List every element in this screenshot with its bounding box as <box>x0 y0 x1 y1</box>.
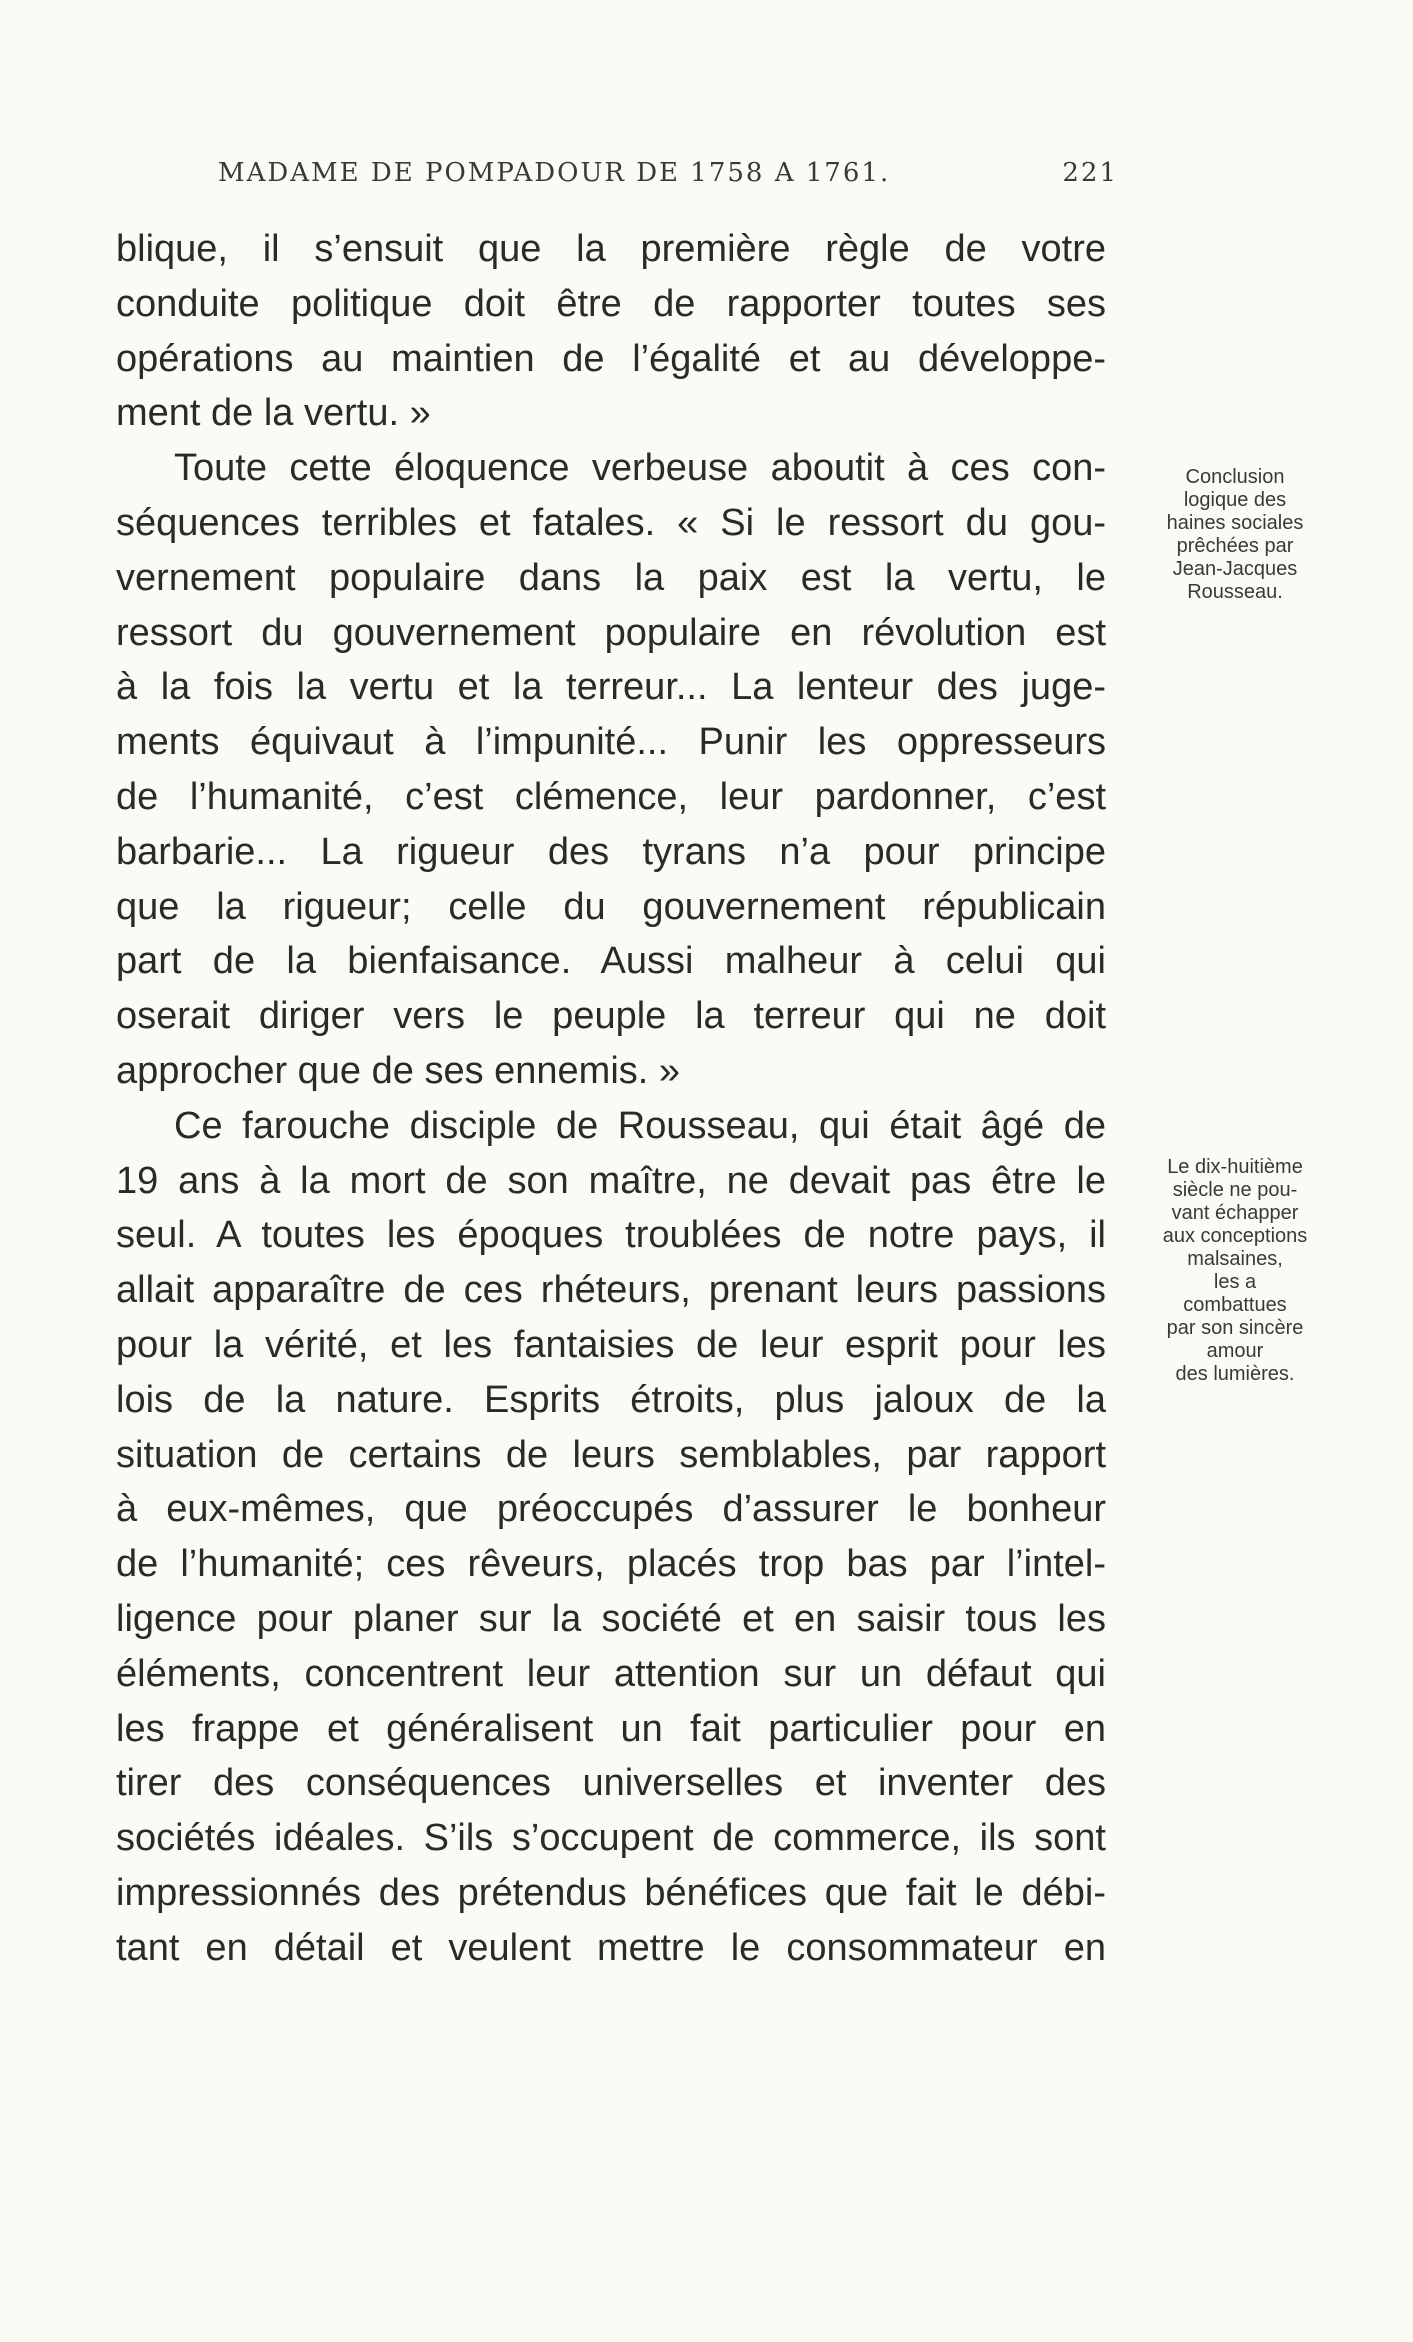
margin-note-line: combattues <box>1183 1294 1287 1316</box>
text-line: 19 ans à la mort de son maître, ne devait pas être le <box>116 1159 1106 1202</box>
text-line: situation de certains de leurs semblables, par rapport <box>116 1433 1106 1476</box>
margin-note-line: par son sincère <box>1166 1317 1304 1339</box>
margin-note-line: haines sociales <box>1166 512 1304 534</box>
margin-note-line: Jean-Jacques <box>1172 558 1298 580</box>
margin-note-line: amour <box>1206 1340 1264 1362</box>
margin-note-conclusion <box>1130 466 1340 604</box>
margin-note-line: malsaines, <box>1187 1248 1283 1270</box>
text-line: à la fois la vertu et la terreur... La lenteur des juge- <box>116 666 1106 709</box>
page-number: 221 <box>1062 158 1118 188</box>
margin-note-line: Rousseau. <box>1187 581 1283 603</box>
text-line: à eux-mêmes, que préoccupés d’assurer le bonheur <box>116 1488 1106 1531</box>
margin-note-line: les a <box>1213 1271 1257 1293</box>
body-text <box>116 222 1106 1976</box>
text-line: blique, il s’ensuit que la première règle de votre <box>116 228 1106 270</box>
margin-note-line: des lumières. <box>1175 1363 1295 1385</box>
text-line: séquences terribles et fatales. « Si le ressort du gou- <box>116 501 1106 544</box>
text-line: ment de la vertu. » <box>116 392 431 435</box>
text-line: ressort du gouvernement populaire en révolution est <box>116 611 1106 654</box>
text-line: barbarie... La rigueur des tyrans n’a pour principe <box>116 830 1106 873</box>
text-line: de l’humanité, c’est clémence, leur pardonner, c’est <box>116 775 1106 818</box>
text-line: oserait diriger vers le peuple la terreur qui ne doit <box>116 995 1106 1038</box>
running-title: MADAME DE POMPADOUR DE 1758 A 1761. <box>218 158 891 188</box>
text-line: tant en détail et veulent mettre le consommateur en <box>116 1926 1106 1969</box>
text-line: Ce farouche disciple de Rousseau, qui était âgé de <box>174 1104 1106 1147</box>
margin-note-line: logique des <box>1183 489 1287 511</box>
margin-note-line: siècle ne pou- <box>1172 1179 1298 1201</box>
margin-note-line: aux conceptions <box>1162 1225 1308 1247</box>
text-line: allait apparaître de ces rhéteurs, prenant leurs passions <box>116 1269 1106 1312</box>
text-line: les frappe et généralisent un fait particulier pour en <box>116 1707 1106 1750</box>
text-line: part de la bienfaisance. Aussi malheur à celui qui <box>116 940 1106 983</box>
text-line: vernement populaire dans la paix est la vertu, le <box>116 556 1106 599</box>
text-line: éléments, concentrent leur attention sur un défaut qui <box>116 1652 1106 1695</box>
margin-note-line: Le dix-huitième <box>1167 1156 1303 1178</box>
text-line: que la rigueur; celle du gouvernement républicain <box>116 885 1106 928</box>
text-line: ligence pour planer sur la société et en saisir tous les <box>116 1597 1106 1640</box>
text-line: Toute cette éloquence verbeuse aboutit à ces con- <box>174 447 1106 490</box>
text-line: conduite politique doit être de rapporter toutes ses <box>116 282 1106 325</box>
text-line: ments équivaut à l’impunité... Punir les oppresseurs <box>116 721 1106 764</box>
text-line: seul. A toutes les époques troublées de notre pays, il <box>116 1214 1106 1257</box>
text-line: approcher que de ses ennemis. » <box>116 1049 681 1092</box>
margin-note-line: Conclusion <box>1185 466 1285 488</box>
margin-note-line: vant échapper <box>1171 1202 1299 1224</box>
margin-note-line: prêchées par <box>1176 535 1294 557</box>
text-line: opérations au maintien de l’égalité et au développe- <box>116 337 1106 380</box>
running-header <box>218 158 1118 198</box>
text-line: lois de la nature. Esprits étroits, plus jaloux de la <box>116 1378 1106 1421</box>
text-line: pour la vérité, et les fantaisies de leur esprit pour les <box>116 1323 1106 1366</box>
text-line: sociétés idéales. S’ils s’occupent de commerce, ils sont <box>116 1817 1106 1860</box>
text-line: tirer des conséquences universelles et inventer des <box>116 1762 1106 1805</box>
text-line: impressionnés des prétendus bénéfices que fait le débi- <box>116 1871 1106 1914</box>
text-line: de l’humanité; ces rêveurs, placés trop bas par l’intel- <box>116 1543 1106 1586</box>
margin-note-dix-huitieme <box>1130 1156 1340 1386</box>
